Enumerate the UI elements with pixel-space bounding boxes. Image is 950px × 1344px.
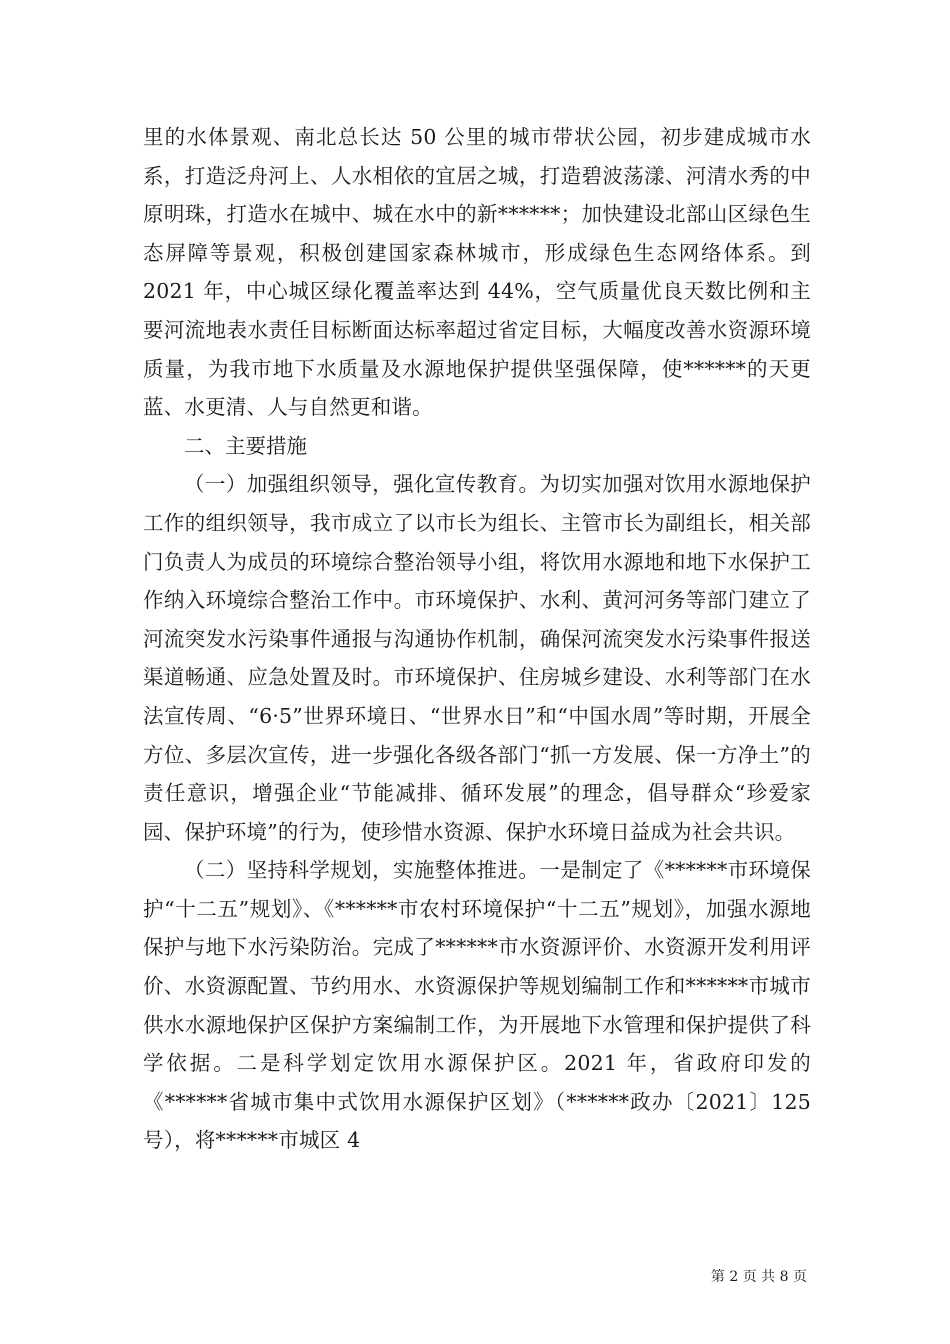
section-heading: 二、主要措施 <box>184 433 307 458</box>
page-number: 第 2 页 共 8 页 <box>710 1269 807 1285</box>
paragraph-continuation: 里的水体景观、南北总长达 50 公里的城市带状公园，初步建成城市水系，打造泛舟河上、人水相依的宜居之城，打造碧波荡漾、河清水秀的中原明珠，打造水在城中、城在水中的新******；加快建设北部山区绿色生态屏障等景观，积极创建国家森林城市，形成绿色生态网络体系。到 2021 年，中心城区绿化覆盖率达到 44%，空气质量优良天数比例和主要河流地表水责任目标断面达标率超过省定目标，大幅度改善水资源环境质量，为我市地下水质量及水源地保护提供坚强保障，使******的天更蓝、水更清、人与自然更和谐。 <box>143 125 811 420</box>
paragraph-organization: （一）加强组织领导，强化宣传教育。为切实加强对饮用水源地保护工作的组织领导，我市成立了以市长为组长、主管市长为副组长，相关部门负责人为成员的环境综合整治领导小组，将饮用水源地和地下水保护工作纳入环境综合整治工作中。市环境保护、水利、黄河河务等部门建立了河流突发水污染事件通报与沟通协作机制，确保河流突发水污染事件报送渠道畅通、应急处置及时。市环境保护、住房城乡建设、水利等部门在水法宣传周、“6·5”世界环境日、“世界水日”和“中国水周”等时期，开展全方位、多层次宣传，进一步强化各级各部门“抓一方发展、保一方净土”的责任意识，增强企业“节能减排、循环发展”的理念，倡导群众“珍爱家园、保护环境”的行为，使珍惜水资源、保护水环境日益成为社会共识。 <box>143 472 811 844</box>
document-body <box>143 118 811 1160</box>
paragraph-planning: （二）坚持科学规划，实施整体推进。一是制定了《******市环境保护“十二五”规划》、《******市农村环境保护“十二五”规划》，加强水源地保护与地下水污染防治。完成了******市水资源评价、水资源开发利用评价、水资源配置、节约用水、水资源保护等规划编制工作和******市城市供水水源地保护区保护方案编制工作，为开展地下水管理和保护提供了科学依据。二是科学划定饮用水源保护区。2021 年，省政府印发的《******省城市集中式饮用水源保护区划》（******政办〔2021〕125 号），将******市城区 4 <box>143 858 811 1153</box>
